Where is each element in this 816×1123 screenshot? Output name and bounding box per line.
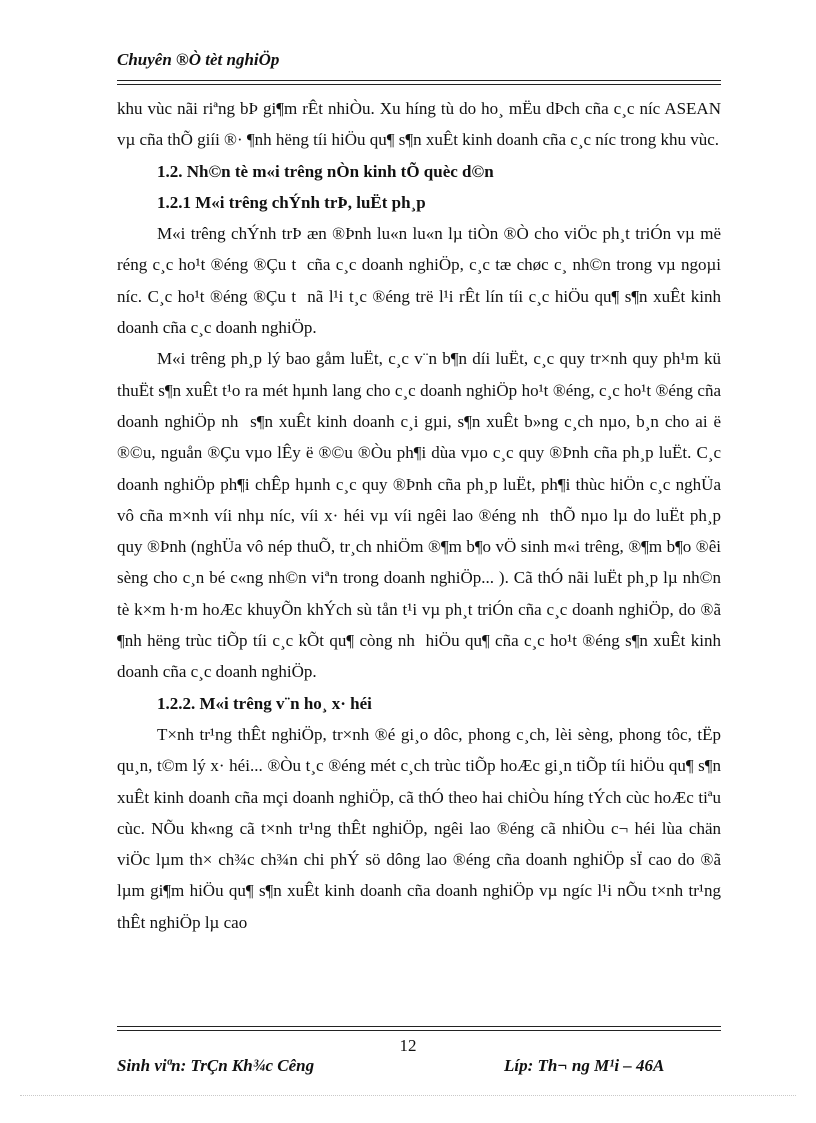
section-heading-1-2: 1.2. Nh©n tè m«i trêng nÒn kinh tÕ quèc d©n xyxy=(157,161,494,181)
page-number: 12 xyxy=(399,1036,417,1055)
paragraph-continuation: khu vùc nãi riªng bÞ gi¶m rÊt nhiÒu. Xu híng tù do ho¸ mËu dÞch cña c¸c níc ASEAN vµ cña thÕ giíi ®· ¶nh hëng tíi hiÖu qu¶ s¶n xuÊt kinh doanh cña c¸c níc trong khu vùc. xyxy=(117,99,721,150)
paragraph-legal-environment: M«i trêng ph¸p lý bao gåm luËt, c¸c v¨n b¶n díi luËt, c¸c quy tr×nh quy ph¹m kü thuËt s¶n xuÊt t¹o ra mét hµnh lang cho c¸c doanh nghiÖp ho¹t ®éng, c¸c ho¹t ®éng cña doanh nghiÖp nh s¶n xuÊt kinh doanh c¸i gµi, s¶n xuÊt b»ng c¸ch nµo, b¸n cho ai ë ®©u, nguån ®Çu vµo lÊy ë ®©u ®Òu ph¶i dùa vµo c¸c quy ®Þnh cña ph¸p luËt. C¸c doanh nghiÖp ph¶i chÊp hµnh c¸c quy ®Þnh cña ph¸p luËt, ph¶i thùc hiÖn c¸c nghÜa vô cña m×nh víi nhµ níc, víi x· héi vµ víi ngêi lao ®éng nh thÕ nµo lµ do luËt ph¸p quy ®Þnh (nghÜa vô nép thuÕ, tr¸ch nhiÖm ®¶m b¶o vÖ sinh m«i trêng, ®¶m b¶o ®êi sèng cho c¸n bé c«ng nh©n viªn trong doanh nghiÖp... ). Cã thÓ nãi luËt ph¸p lµ nh©n tè k×m h·m hoÆc khuyÕn khÝch sù tån t¹i vµ ph¸t triÓn cña c¸c doanh nghiÖp, do ®ã ¶nh hëng trùc tiÕp tíi c¸c kÕt qu¶ còng nh hiÖu qu¶ cña c¸c ho¹t ®éng s¶n xuÊt kinh doanh cña c¸c doanh nghiÖp. xyxy=(117,349,721,682)
page-body xyxy=(117,93,721,938)
page-bottom-dotted-line xyxy=(20,1095,796,1096)
footer-rule-bottom xyxy=(117,1030,721,1031)
header-rule-bottom xyxy=(117,84,721,85)
footer-student-name: Sinh viªn: TrÇn Kh¾c Cêng xyxy=(117,1056,315,1075)
footer-rule-top xyxy=(117,1026,721,1027)
header-rule-top xyxy=(117,80,721,81)
section-heading-1-2-2: 1.2.2. M«i trêng v¨n ho¸ x· héi xyxy=(157,693,372,713)
section-heading-1-2-1: 1.2.1 M«i trêng chÝnh trÞ, luËt ph¸p xyxy=(157,192,426,212)
paragraph-socio-cultural-environment: T×nh tr¹ng thÊt nghiÖp, tr×nh ®é gi¸o dôc, phong c¸ch, lèi sèng, phong tôc, tËp qu¸n, t©m lý x· héi... ®Òu t¸c ®éng mét c¸ch trùc tiÕp hoÆc gi¸n tiÕp tíi hiÖu qu¶ s¶n xuÊt kinh doanh cña mçi doanh nghiÖp, cã thÓ theo hai chiÒu híng tÝch cùc hoÆc tiªu cùc. NÕu kh«ng cã t×nh tr¹ng thÊt nghiÖp, ngêi lao ®éng cã nhiÒu c¬ héi lùa chän viÖc lµm th× ch¾c ch¾n chi phÝ sö dông lao ®éng cña doanh nghiÖp sÏ cao do ®ã lµm gi¶m hiÖu qu¶ s¶n xuÊt kinh doanh cña doanh nghiÖp vµ ngíc l¹i nÕu t×nh tr¹ng thÊt nghiÖp lµ cao xyxy=(117,724,721,932)
footer-class-name: Líp: Th¬ ng M¹i – 46A xyxy=(504,1056,665,1075)
paragraph-political-environment: M«i trêng chÝnh trÞ æn ®Þnh lu«n lu«n lµ tiÒn ®Ò cho viÖc ph¸t triÓn vµ më réng c¸c ho¹t ®éng ®Çu t cña c¸c doanh nghiÖp, c¸c tæ chøc c¸ nh©n trong vµ ngoµi níc. C¸c ho¹t ®éng ®Çu t nã l¹i t¸c ®éng trë l¹i rÊt lín tíi c¸c hiÖu qu¶ s¶n xuÊt kinh doanh cña c¸c doanh nghiÖp. xyxy=(117,224,721,338)
document-header-title: Chuyên ®Ò tèt nghiÖp xyxy=(117,50,280,69)
